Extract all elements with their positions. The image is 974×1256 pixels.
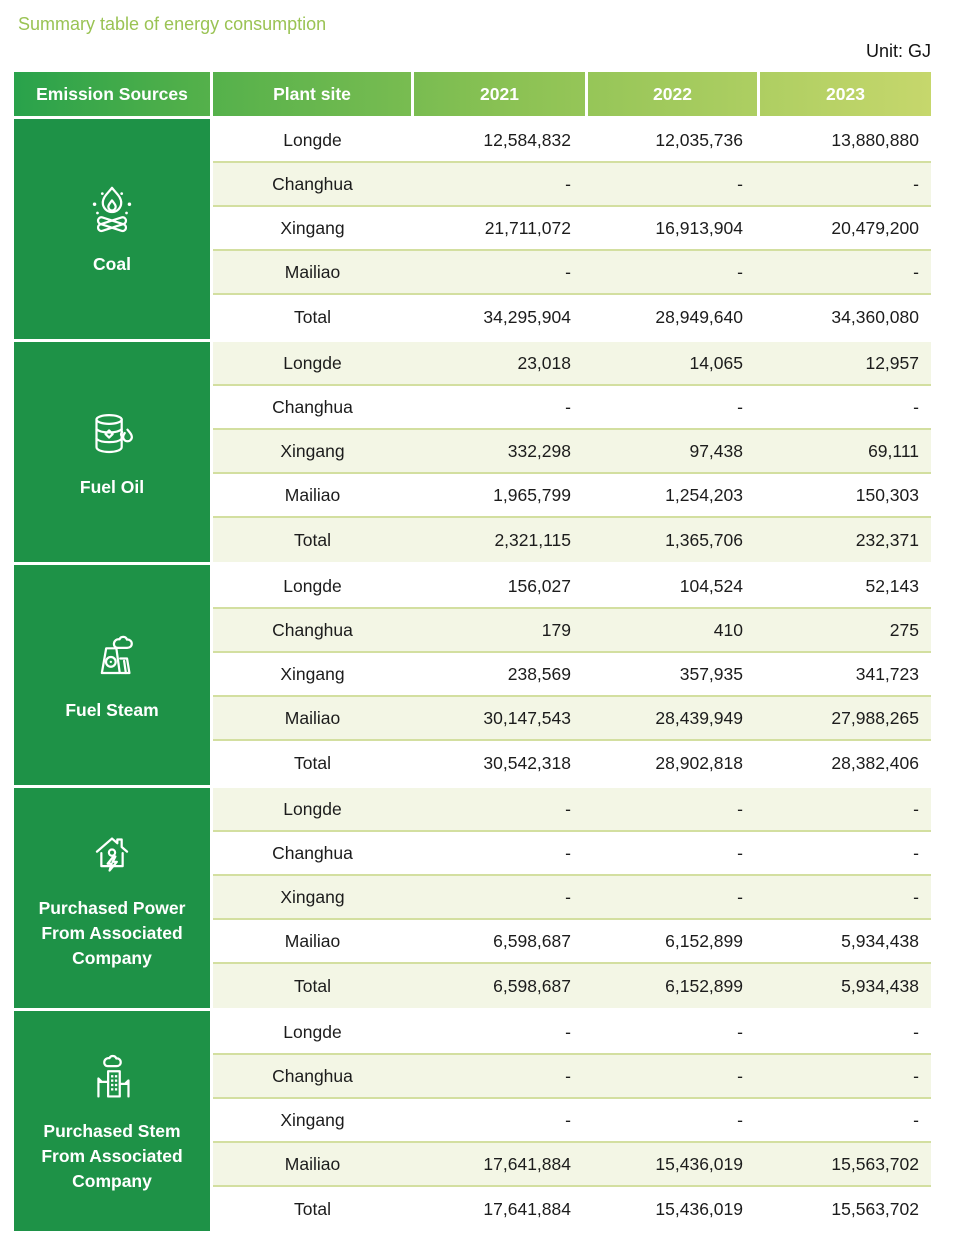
value-2023-cell: 275	[889, 619, 919, 640]
value-2023-cell: -	[913, 798, 919, 819]
value-2021-cell: 30,147,543	[483, 707, 571, 728]
plant-site-cell: Changhua	[272, 619, 353, 640]
value-2022-cell: 28,902,818	[655, 752, 743, 773]
value-2021-cell: -	[565, 1109, 571, 1130]
value-2022-cell: 15,436,019	[655, 1153, 743, 1174]
value-2023-cell: -	[913, 1109, 919, 1130]
table-row	[213, 876, 931, 920]
house-power-icon	[80, 825, 144, 887]
value-2022-cell: 1,365,706	[665, 529, 743, 550]
value-2021-cell: -	[565, 396, 571, 417]
table-row	[213, 386, 931, 430]
table-row	[213, 207, 931, 251]
campfire-icon	[81, 181, 143, 243]
value-2022-cell: -	[737, 886, 743, 907]
value-2021-cell: -	[565, 173, 571, 194]
value-2022-cell: -	[737, 396, 743, 417]
value-2023-cell: 69,111	[868, 440, 919, 461]
table-row	[213, 1099, 931, 1143]
table-row	[213, 741, 931, 785]
emission-source-cell	[14, 119, 210, 339]
value-2022-cell: 14,065	[689, 352, 743, 373]
value-2022-cell: -	[737, 173, 743, 194]
plant-site-cell: Mailiao	[284, 1153, 341, 1174]
table-row	[213, 653, 931, 697]
emission-source-label: Coal	[93, 254, 131, 274]
table-row	[213, 119, 931, 163]
value-2023-cell: 232,371	[855, 529, 919, 550]
value-2022-cell: 16,913,904	[655, 217, 743, 238]
header-2021: 2021	[480, 83, 519, 104]
value-2021-cell: -	[565, 1065, 571, 1086]
value-2022-cell: 357,935	[679, 663, 743, 684]
plant-site-cell: Xingang	[280, 217, 345, 238]
value-2021-cell: 17,641,884	[483, 1198, 571, 1219]
value-2022-cell: 12,035,736	[655, 129, 743, 150]
value-2023-cell: -	[913, 261, 919, 282]
plant-site-cell: Changhua	[272, 396, 353, 417]
plant-site-cell: Total	[294, 529, 331, 550]
value-2021-cell: 34,295,904	[483, 306, 571, 327]
emission-group	[14, 1011, 931, 1231]
value-2021-cell: 1,965,799	[493, 484, 571, 505]
value-2021-cell: 17,641,884	[483, 1153, 571, 1174]
value-2023-cell: 28,382,406	[831, 752, 919, 773]
emission-source-cell	[14, 1011, 210, 1231]
emission-source-label: Fuel Oil	[79, 477, 145, 497]
energy-consumption-table	[14, 72, 931, 1234]
emission-source-cell	[14, 565, 210, 785]
emission-source-label: Purchased Stem From Associated Company	[41, 1121, 183, 1191]
value-2023-cell: 34,360,080	[831, 306, 919, 327]
value-2021-cell: 6,598,687	[493, 930, 571, 951]
factory-fan-icon	[79, 627, 145, 689]
value-2022-cell: -	[737, 842, 743, 863]
value-2022-cell: 104,524	[679, 575, 743, 596]
group-rows	[213, 1011, 931, 1231]
plant-site-cell: Mailiao	[284, 707, 341, 728]
emission-group	[14, 342, 931, 562]
value-2021-cell: 238,569	[507, 663, 571, 684]
value-2023-cell: -	[913, 173, 919, 194]
value-2023-cell: -	[913, 1065, 919, 1086]
factory-steam-icon	[80, 1048, 144, 1110]
value-2022-cell: 28,439,949	[655, 707, 743, 728]
plant-site-cell: Longde	[283, 129, 342, 150]
table-row	[213, 832, 931, 876]
value-2023-cell: 5,934,438	[841, 930, 919, 951]
plant-site-cell: Xingang	[280, 1109, 345, 1130]
emission-group	[14, 119, 931, 339]
header-2022: 2022	[653, 83, 692, 104]
value-2023-cell: 27,988,265	[831, 707, 919, 728]
plant-site-cell: Changhua	[272, 173, 353, 194]
value-2023-cell: 52,143	[865, 575, 919, 596]
value-2021-cell: -	[565, 1021, 571, 1042]
table-row	[213, 342, 931, 386]
group-rows	[213, 788, 931, 1008]
value-2021-cell: -	[565, 261, 571, 282]
table-row	[213, 518, 931, 562]
emission-source-label: Fuel Steam	[65, 700, 159, 720]
table-row	[213, 697, 931, 741]
emission-group	[14, 788, 931, 1008]
plant-site-cell: Longde	[283, 798, 342, 819]
plant-site-cell: Longde	[283, 575, 342, 596]
table-row	[213, 1187, 931, 1231]
value-2021-cell: 2,321,115	[494, 529, 571, 550]
value-2021-cell: -	[565, 798, 571, 819]
value-2021-cell: 12,584,832	[483, 129, 571, 150]
value-2022-cell: 1,254,203	[665, 484, 743, 505]
plant-site-cell: Longde	[283, 352, 342, 373]
plant-site-cell: Mailiao	[284, 261, 341, 282]
plant-site-cell: Mailiao	[284, 930, 341, 951]
table-row	[213, 295, 931, 339]
value-2022-cell: 15,436,019	[655, 1198, 743, 1219]
value-2021-cell: 30,542,318	[483, 752, 571, 773]
header-2023: 2023	[826, 83, 865, 104]
table-header-row	[14, 72, 931, 116]
table-row	[213, 1143, 931, 1187]
value-2022-cell: 410	[713, 619, 743, 640]
value-2021-cell: -	[565, 886, 571, 907]
table-row	[213, 1055, 931, 1099]
value-2023-cell: 15,563,702	[831, 1198, 919, 1219]
value-2023-cell: 13,880,880	[831, 129, 919, 150]
table-row	[213, 1011, 931, 1055]
table-row	[213, 430, 931, 474]
page-title: Summary table of energy consumption	[18, 14, 327, 34]
value-2021-cell: 332,298	[507, 440, 571, 461]
value-2023-cell: 150,303	[855, 484, 919, 505]
plant-site-cell: Xingang	[280, 886, 345, 907]
value-2023-cell: -	[913, 842, 919, 863]
group-rows	[213, 342, 931, 562]
value-2023-cell: 5,934,438	[841, 975, 919, 996]
value-2023-cell: 15,563,702	[831, 1153, 919, 1174]
unit-label: Unit: GJ	[865, 41, 931, 61]
emission-source-cell	[14, 788, 210, 1008]
group-rows	[213, 119, 931, 339]
header-plant-site: Plant site	[273, 83, 351, 104]
value-2021-cell: 179	[541, 619, 571, 640]
emission-group	[14, 565, 931, 785]
plant-site-cell: Longde	[283, 1021, 342, 1042]
value-2023-cell: 341,723	[855, 663, 919, 684]
value-2022-cell: 6,152,899	[665, 930, 743, 951]
value-2023-cell: -	[913, 396, 919, 417]
table-row	[213, 474, 931, 518]
table-row	[213, 251, 931, 295]
table-row	[213, 163, 931, 207]
value-2021-cell: -	[565, 842, 571, 863]
plant-site-cell: Total	[294, 975, 331, 996]
value-2022-cell: 97,438	[689, 440, 743, 461]
plant-site-cell: Xingang	[280, 663, 345, 684]
value-2023-cell: 12,957	[865, 352, 919, 373]
table-row	[213, 788, 931, 832]
value-2023-cell: 20,479,200	[831, 217, 919, 238]
value-2023-cell: -	[913, 886, 919, 907]
table-row	[213, 565, 931, 609]
group-rows	[213, 565, 931, 785]
table-row	[213, 964, 931, 1008]
value-2023-cell: -	[913, 1021, 919, 1042]
value-2021-cell: 156,027	[507, 575, 571, 596]
value-2022-cell: 28,949,640	[655, 306, 743, 327]
plant-site-cell: Total	[294, 306, 331, 327]
plant-site-cell: Total	[294, 752, 331, 773]
value-2021-cell: 6,598,687	[493, 975, 571, 996]
plant-site-cell: Total	[294, 1198, 331, 1219]
value-2022-cell: -	[737, 261, 743, 282]
value-2022-cell: -	[737, 1109, 743, 1130]
emission-source-label: Purchased Power From Associated Company	[38, 898, 186, 968]
header-emission-sources: Emission Sources	[36, 83, 188, 104]
table-row	[213, 920, 931, 964]
value-2022-cell: -	[737, 1065, 743, 1086]
plant-site-cell: Changhua	[272, 1065, 353, 1086]
plant-site-cell: Xingang	[280, 440, 345, 461]
table-row	[213, 609, 931, 653]
emission-source-cell	[14, 342, 210, 562]
value-2021-cell: 21,711,072	[484, 217, 571, 238]
value-2021-cell: 23,018	[517, 352, 571, 373]
plant-site-cell: Mailiao	[284, 484, 341, 505]
value-2022-cell: -	[737, 798, 743, 819]
plant-site-cell: Changhua	[272, 842, 353, 863]
value-2022-cell: -	[737, 1021, 743, 1042]
value-2022-cell: 6,152,899	[665, 975, 743, 996]
table-body	[14, 119, 931, 1231]
oil-barrel-icon	[80, 404, 144, 466]
